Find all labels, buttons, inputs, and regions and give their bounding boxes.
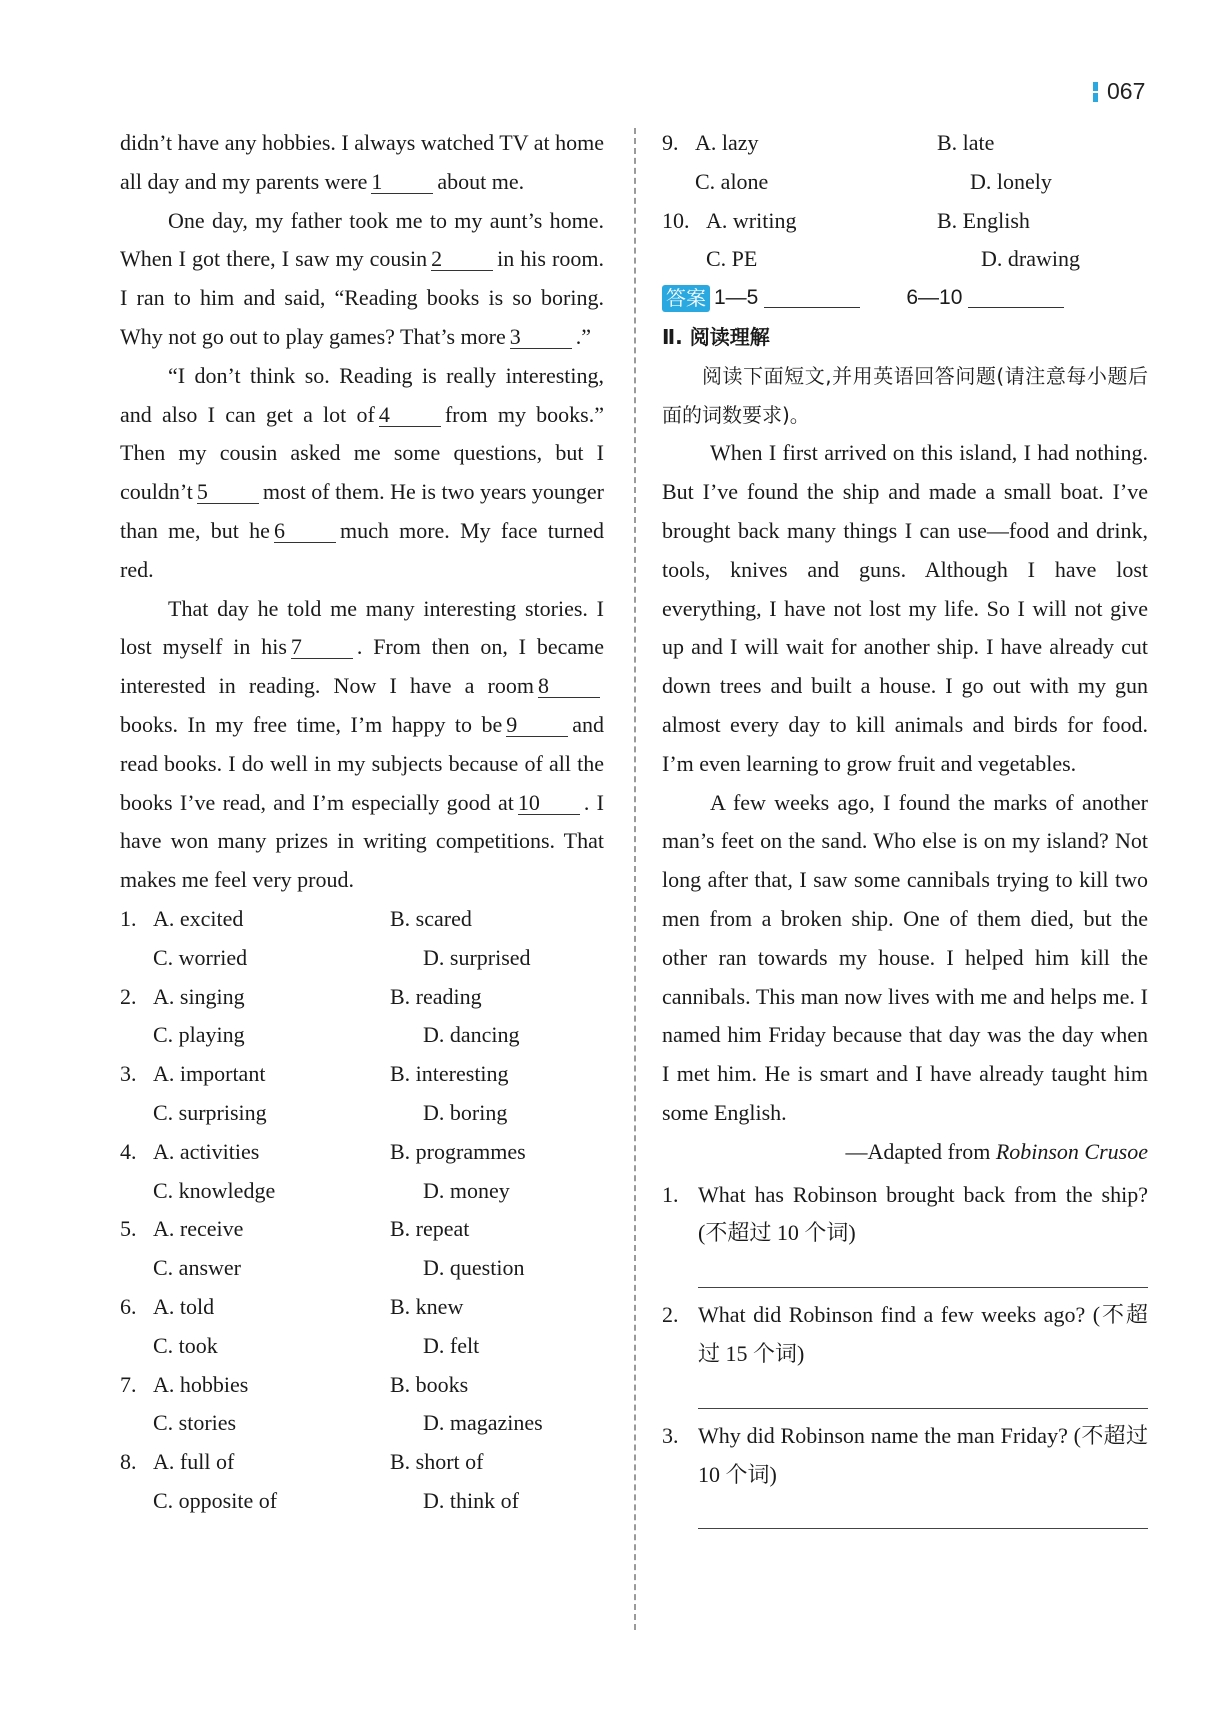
option-a[interactable]: A. writing — [706, 207, 797, 233]
options-list — [120, 900, 604, 1521]
blank-5[interactable]: 5 — [197, 481, 259, 504]
blank-4[interactable]: 4 — [379, 404, 441, 427]
passage-paragraph: “I don’t think so. Reading is really interesting, and also I can get a lot of 4 from my books.” Then my cousin asked me some questions, but I couldn’t 5 most of them. He is two years younger than me, but he 6 much more. My face turned red. — [120, 362, 604, 582]
option-row: 2. A. singing B. reading — [120, 978, 604, 1017]
question-1: 1. What has Robinson brought back from the ship? (不超过 10 个词) — [662, 1176, 1148, 1289]
option-a[interactable]: A. singing — [153, 983, 245, 1009]
option-c[interactable]: C. knowledge — [153, 1177, 276, 1203]
option-row — [120, 1094, 604, 1133]
option-d[interactable]: D. drawing — [981, 246, 1080, 272]
option-b[interactable]: B. reading — [390, 983, 482, 1009]
source-citation: —Adapted from Robinson Crusoe — [845, 1138, 1148, 1164]
option-c[interactable]: C. playing — [153, 1022, 245, 1048]
right-column — [662, 124, 1148, 1537]
option-d[interactable]: D. magazines — [423, 1410, 543, 1436]
option-row: 3. A. important B. interesting — [120, 1055, 604, 1094]
blank-7[interactable]: 7 — [291, 636, 353, 659]
option-c[interactable]: C. opposite of — [153, 1487, 278, 1513]
option-b[interactable]: B. interesting — [390, 1061, 509, 1087]
answer-line[interactable] — [698, 1253, 1148, 1288]
passage-paragraph: When I first arrived on this island, I had nothing. But I’ve found the ship and made a small boat. I’ve brought back many things I can use—food and drink, tools, knives and guns. Although I have lost everything, I have not lost my life. So I will not give up and I will wait for another ship. I have already cut down trees and built a house. I go out with my gun almost every day to kill animals and birds for food. I’m even learning to grow fruit and vegetables. — [662, 440, 1148, 776]
blank-3[interactable]: 3 — [510, 326, 572, 349]
question-3: 3. Why did Robinson name the man Friday? (不超过 10 个词) — [662, 1417, 1148, 1530]
blank-10[interactable]: 10 — [518, 792, 580, 815]
option-row: 6. A. told B. knew — [120, 1288, 604, 1327]
option-a[interactable]: A. full of — [153, 1449, 235, 1475]
option-row: 8. A. full of B. short of — [120, 1443, 604, 1482]
option-a[interactable]: A. activities — [153, 1138, 260, 1164]
passage-paragraph: That day he told me many interesting stories. I lost myself in his 7 . From then on, I became interested in reading. Now I have a room 8books. In my free time, I’m happy to be 9 and read books. I do well in my subjects because of all the books I’ve read, and I’m especially good at 10 . I have won many prizes in writing competitions. That makes me feel very proud. — [120, 595, 604, 893]
option-row: 1. A. excited B. scared — [120, 900, 604, 939]
option-d[interactable]: D. boring — [423, 1099, 508, 1125]
option-b[interactable]: B. books — [390, 1371, 469, 1397]
blank-9[interactable]: 9 — [506, 714, 568, 737]
option-row — [120, 1172, 604, 1211]
blank-6[interactable]: 6 — [274, 520, 336, 543]
passage-paragraph: A few weeks ago, I found the marks of another man’s feet on the sand. Who else is on my island? Not long after that, I saw some cannibals trying to kill two men from a broken ship. One of them died, but the other ran towards my house. I helped him kill the cannibals. This man now lives with me and helps me. I named him Friday because that day was the day when I met him. He is smart and I have already taught him some English. — [662, 789, 1148, 1125]
option-b[interactable]: B. late — [937, 130, 995, 155]
option-row — [662, 163, 1148, 202]
option-d[interactable]: D. lonely — [970, 168, 1052, 194]
option-c[interactable]: C. took — [153, 1332, 218, 1358]
option-c[interactable]: C. stories — [153, 1410, 237, 1436]
answer-tag: 答案 — [662, 285, 710, 312]
answer-line-6-10[interactable] — [968, 289, 1064, 308]
option-row: 9. A. lazy B. late — [662, 124, 1148, 163]
instruction: 阅读下面短文,并用英语回答问题(请注意每小题后面的词数要求)。 — [662, 363, 1148, 427]
blank-1[interactable]: 1 — [371, 171, 433, 194]
option-b[interactable]: B. short of — [390, 1449, 484, 1475]
passage-paragraph: didn’t have any hobbies. I always watched TV at home all day and my parents were 1 about me. — [120, 130, 604, 194]
option-a[interactable]: A. hobbies — [153, 1371, 249, 1397]
option-d[interactable]: D. money — [423, 1177, 510, 1203]
option-row: 5. A. receive B. repeat — [120, 1210, 604, 1249]
option-d[interactable]: D. dancing — [423, 1022, 520, 1048]
page-marker-icon — [1093, 82, 1098, 102]
option-c[interactable]: C. PE — [706, 246, 758, 272]
option-b[interactable]: B. programmes — [390, 1138, 526, 1164]
option-row — [120, 1016, 604, 1055]
option-d[interactable]: D. question — [423, 1255, 525, 1281]
option-b[interactable]: B. repeat — [390, 1216, 470, 1242]
option-row — [662, 240, 1148, 279]
blank-8[interactable]: 8 — [538, 675, 600, 698]
option-d[interactable]: D. felt — [423, 1332, 480, 1358]
option-a[interactable]: A. excited — [153, 905, 244, 931]
question-2: 2. What did Robinson find a few weeks ago? (不超过 15 个词) — [662, 1296, 1148, 1409]
option-row — [120, 1482, 604, 1521]
option-row — [120, 1327, 604, 1366]
left-column — [120, 124, 604, 1521]
option-b[interactable]: B. knew — [390, 1293, 464, 1319]
option-row — [120, 1404, 604, 1443]
answer-line[interactable] — [698, 1374, 1148, 1409]
answer-line[interactable] — [698, 1494, 1148, 1529]
option-d[interactable]: D. think of — [423, 1487, 519, 1513]
option-row: 4. A. activities B. programmes — [120, 1133, 604, 1172]
answer-line-1-5[interactable] — [764, 289, 860, 308]
option-c[interactable]: C. worried — [153, 944, 248, 970]
blank-2[interactable]: 2 — [431, 248, 493, 271]
option-a[interactable]: A. lazy — [695, 130, 759, 155]
option-b[interactable]: B. scared — [390, 905, 472, 931]
option-c[interactable]: C. answer — [153, 1255, 241, 1281]
option-row: 10. A. writing B. English — [662, 202, 1148, 241]
page-number: 067 — [1093, 78, 1145, 105]
option-a[interactable]: A. important — [153, 1061, 266, 1087]
option-a[interactable]: A. told — [153, 1293, 215, 1319]
section-title: Ⅱ. 阅读理解 — [662, 324, 770, 349]
option-a[interactable]: A. receive — [153, 1216, 244, 1242]
option-row — [120, 1249, 604, 1288]
option-d[interactable]: D. surprised — [423, 944, 531, 970]
option-c[interactable]: C. surprising — [153, 1099, 267, 1125]
column-divider — [634, 128, 636, 1630]
option-b[interactable]: B. English — [937, 207, 1030, 233]
option-row: 7. A. hobbies B. books — [120, 1366, 604, 1405]
passage-paragraph: One day, my father took me to my aunt’s home. When I got there, I saw my cousin 2 in his room. I ran to him and said, “Reading books is so boring. Why not go out to play games? That’s more 3 .” — [120, 207, 604, 349]
answer-row: 答案 1—5 6—10 — [662, 279, 1148, 318]
option-c[interactable]: C. alone — [695, 168, 769, 194]
option-row — [120, 939, 604, 978]
